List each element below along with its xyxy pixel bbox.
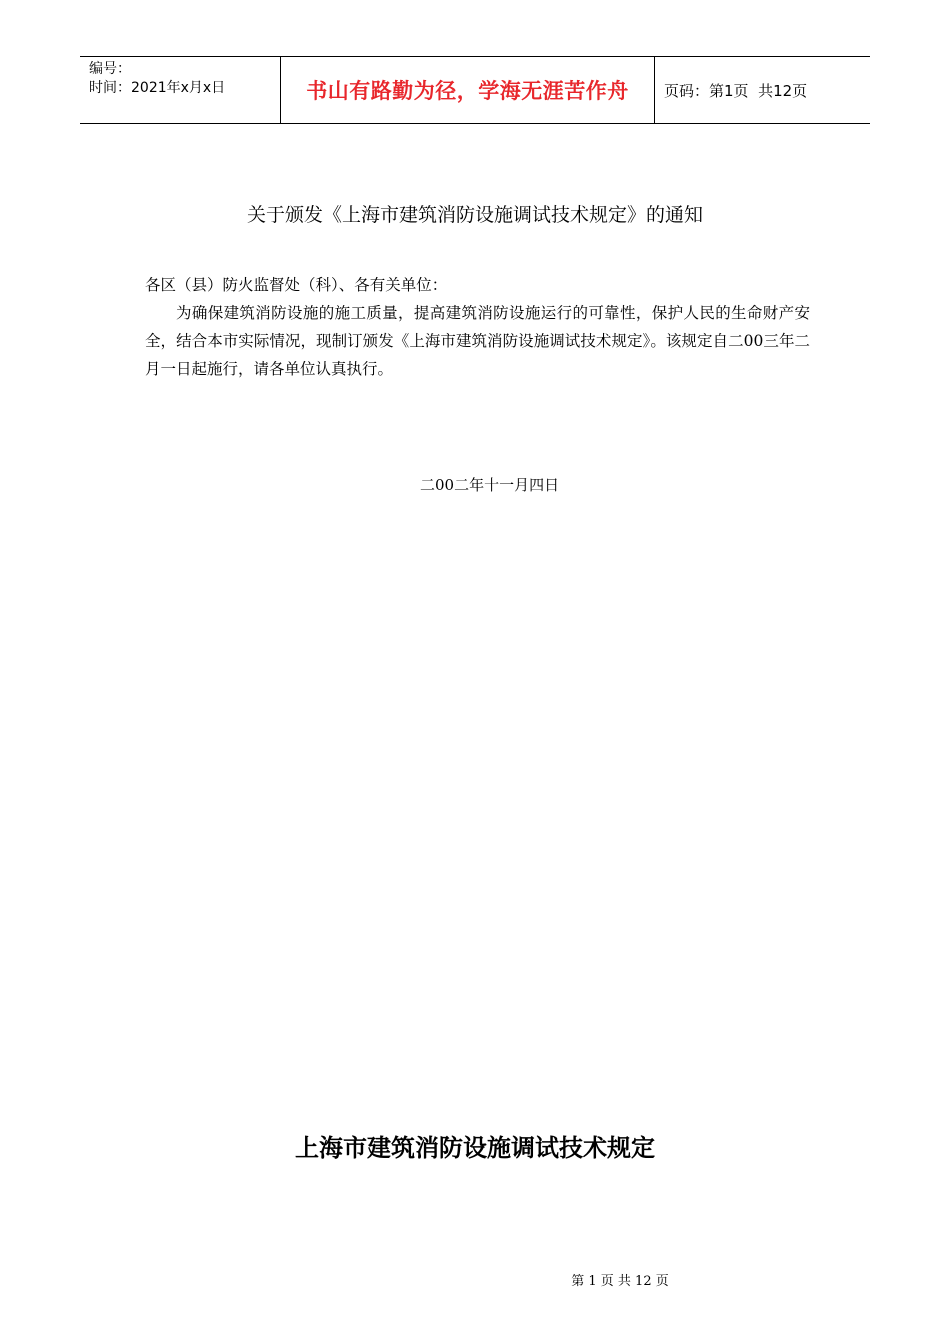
header-meta-cell	[80, 57, 281, 123]
header-page-cell	[655, 57, 870, 123]
notice-title: 关于颁发《上海市建筑消防设施调试技术规定》的通知	[246, 204, 703, 226]
header-motto: 书山有路勤为径，学海无涯苦作舟	[306, 79, 629, 103]
page-footer: 第 1 页 共 12 页	[571, 1274, 669, 1289]
document-time-label: 时间：2021年x月x日	[89, 80, 226, 96]
notice-paragraph: 为确保建筑消防设施的施工质量，提高建筑消防设施运行的可靠性，保护人民的生命财产安全，结合本市实际情况，现制订颁发《上海市建筑消防设施调试技术规定》。该规定自二00三年二月一日起施行，请各单位认真执行。	[145, 304, 810, 378]
document-title: 上海市建筑消防设施调试技术规定	[295, 1134, 655, 1162]
notice-addressee: 各区（县）防火监督处（科）、各有关单位：	[145, 276, 448, 294]
notice-date: 二00二年十一月四日	[420, 476, 560, 494]
document-number-label: 编号：	[89, 61, 131, 77]
header-motto-cell	[281, 57, 655, 123]
document-header	[80, 56, 870, 124]
header-page-info: 页码：第1页 共12页	[664, 81, 808, 100]
